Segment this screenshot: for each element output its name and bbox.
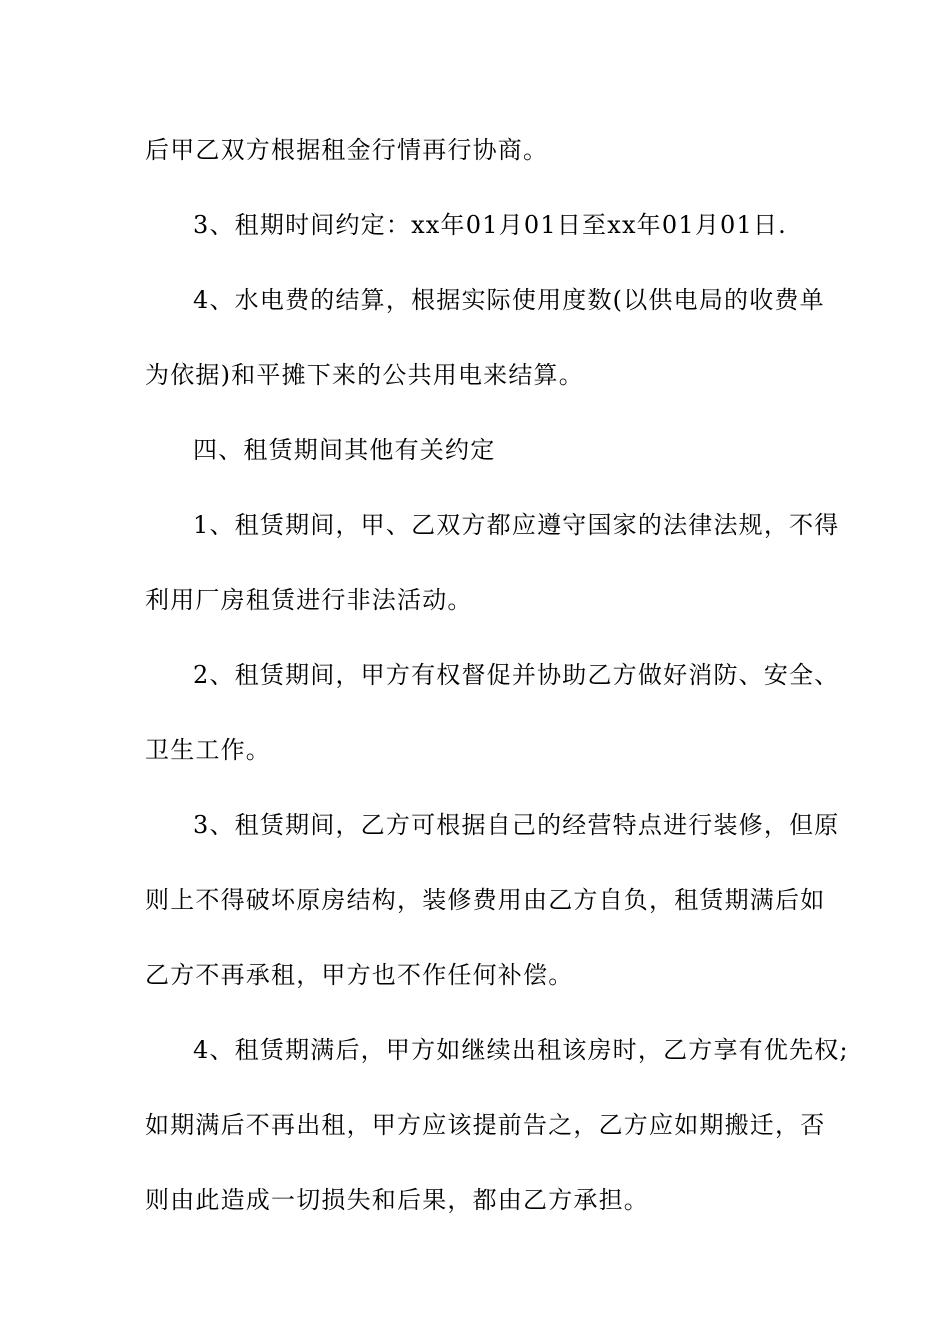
clause-3-decoration: 3、租赁期间，乙方可根据自己的经营特点进行装修，但原: [193, 811, 840, 839]
section-heading-4: 四、租赁期间其他有关约定: [193, 436, 496, 464]
clause-4-priority: 4、租赁期满后，甲方如继续出租该房时，乙方享有优先权;: [193, 1036, 849, 1064]
text-line: 则上不得破坏原房结构，装修费用由乙方自负，租赁期满后如: [145, 886, 826, 914]
clause-1-laws: 1、租赁期间，甲、乙双方都应遵守国家的法律法规，不得: [193, 511, 840, 539]
text-line: 后甲乙双方根据租金行情再行协商。: [145, 136, 549, 164]
text-line: 卫生工作。: [145, 736, 271, 764]
text-line: 则由此造成一切损失和后果，都由乙方承担。: [145, 1186, 649, 1214]
clause-4-utilities: 4、水电费的结算，根据实际使用度数(以供电局的收费单: [193, 286, 825, 314]
text-line: 为依据)和平摊下来的公共用电来结算。: [145, 361, 584, 389]
text-line: 乙方不再承租，甲方也不作任何补偿。: [145, 961, 574, 989]
text-line: 利用厂房租赁进行非法活动。: [145, 586, 473, 614]
clause-2-safety: 2、租赁期间，甲方有权督促并协助乙方做好消防、安全、: [193, 661, 840, 689]
text-line: 如期满后不再出租，甲方应该提前告之，乙方应如期搬迁，否: [145, 1111, 826, 1139]
clause-3-rental-period: 3、租期时间约定：xx年01月01日至xx年01月01日.: [193, 211, 787, 239]
